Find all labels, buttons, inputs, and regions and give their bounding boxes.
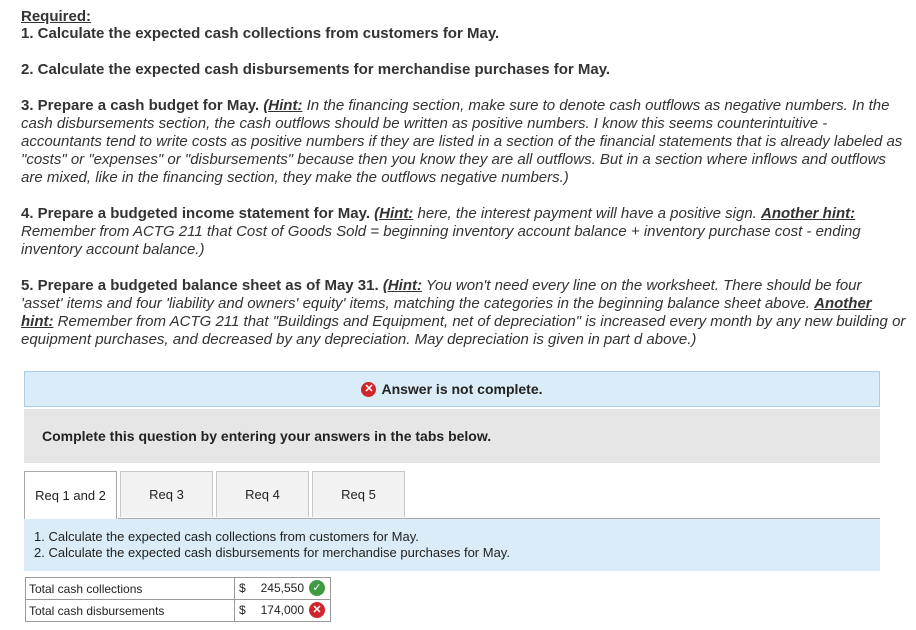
answer-status-banner xyxy=(24,371,880,407)
table-row xyxy=(26,578,331,600)
tab-req-5[interactable]: Req 5 xyxy=(312,471,405,517)
tab-req-3[interactable]: Req 3 xyxy=(120,471,213,517)
question-4-hint-text: here, the interest payment will have a positive sign. xyxy=(413,205,761,222)
question-3 xyxy=(21,97,907,187)
panel-line-2: 2. Calculate the expected cash disbursements for merchandise purchases for May. xyxy=(34,545,510,560)
question-4-hint2-label: Another hint: xyxy=(761,205,856,222)
tab-bar xyxy=(24,471,408,519)
answer-value-disbursements: 174,000 xyxy=(260,603,304,617)
question-4-hint-label: (Hint: xyxy=(374,205,414,222)
answer-input-disbursements[interactable] xyxy=(235,600,331,622)
answer-label-collections: Total cash collections xyxy=(26,578,235,600)
question-3-hint-text: In the financing section, make sure to denote cash outflows as negative numbers. In the cash disbursements section, the cash outflows should be written as positive numbers. I know this seems counterintuitive - accountants tend to write costs as positive numbers if they are listed in a section of the financial statements that is already labeled as "costs" or "expenses" or "disbursements" because then you know they are all outflows. But in a section where inflows and outflows are mixed, like in the financing section, they make the outflows negative numbers.) xyxy=(21,97,903,186)
question-3-lead: 3. Prepare a cash budget for May. xyxy=(21,97,260,114)
question-5-hint2-text: Remember from ACTG 211 that "Buildings and Equipment, net of depreciation" is increased every month by any new building or equipment purchases, and decreased by any depreciation. May depreciation is given in part d above.) xyxy=(21,313,906,348)
answer-status-text: Answer is not complete. xyxy=(381,381,543,397)
currency-symbol: $ xyxy=(239,581,246,595)
tab-panel-instructions xyxy=(24,519,880,571)
tab-req-4[interactable]: Req 4 xyxy=(216,471,309,517)
question-2 xyxy=(21,61,907,79)
answer-label-disbursements: Total cash disbursements xyxy=(26,600,235,622)
answer-table xyxy=(25,577,331,622)
question-2-lead: 2. Calculate the expected cash disbursements for merchandise purchases for May. xyxy=(21,61,611,78)
currency-symbol: $ xyxy=(239,603,246,617)
question-5-hint2-label: Another hint: xyxy=(21,295,872,330)
check-circle-icon: ✓ xyxy=(309,580,325,596)
question-5-lead: 5. Prepare a budgeted balance sheet as of May 31. xyxy=(21,277,379,294)
required-label: Required: xyxy=(21,8,92,25)
instruction-text: Complete this question by entering your answers in the tabs below. xyxy=(42,428,492,444)
question-4 xyxy=(21,205,907,259)
question-5 xyxy=(21,277,907,349)
x-circle-icon: ✕ xyxy=(309,602,325,618)
question-3-hint-label: (Hint: xyxy=(263,97,303,114)
answer-value-collections: 245,550 xyxy=(260,581,304,595)
x-circle-icon: ✕ xyxy=(361,382,376,397)
question-5-hint-label: (Hint: xyxy=(382,277,422,294)
tab-req-1-and-2[interactable]: Req 1 and 2 xyxy=(24,471,117,519)
instruction-bar xyxy=(24,409,880,463)
question-1 xyxy=(21,25,907,43)
question-5-hint-text: You won't need every line on the worksheet. There should be four 'asset' items and four 'liability and owners' equity' items, matching the categories in the beginning balance sheet above. xyxy=(21,277,862,312)
panel-line-1: 1. Calculate the expected cash collections from customers for May. xyxy=(34,529,419,544)
table-row xyxy=(26,600,331,622)
question-1-lead: 1. Calculate the expected cash collections from customers for May. xyxy=(21,25,500,42)
question-4-lead: 4. Prepare a budgeted income statement for May. xyxy=(21,205,370,222)
question-4-hint2-text: Remember from ACTG 211 that Cost of Goods Sold = beginning inventory account balance + inventory purchase cost - ending inventory account balance.) xyxy=(21,223,861,258)
answer-input-collections[interactable] xyxy=(235,578,331,600)
